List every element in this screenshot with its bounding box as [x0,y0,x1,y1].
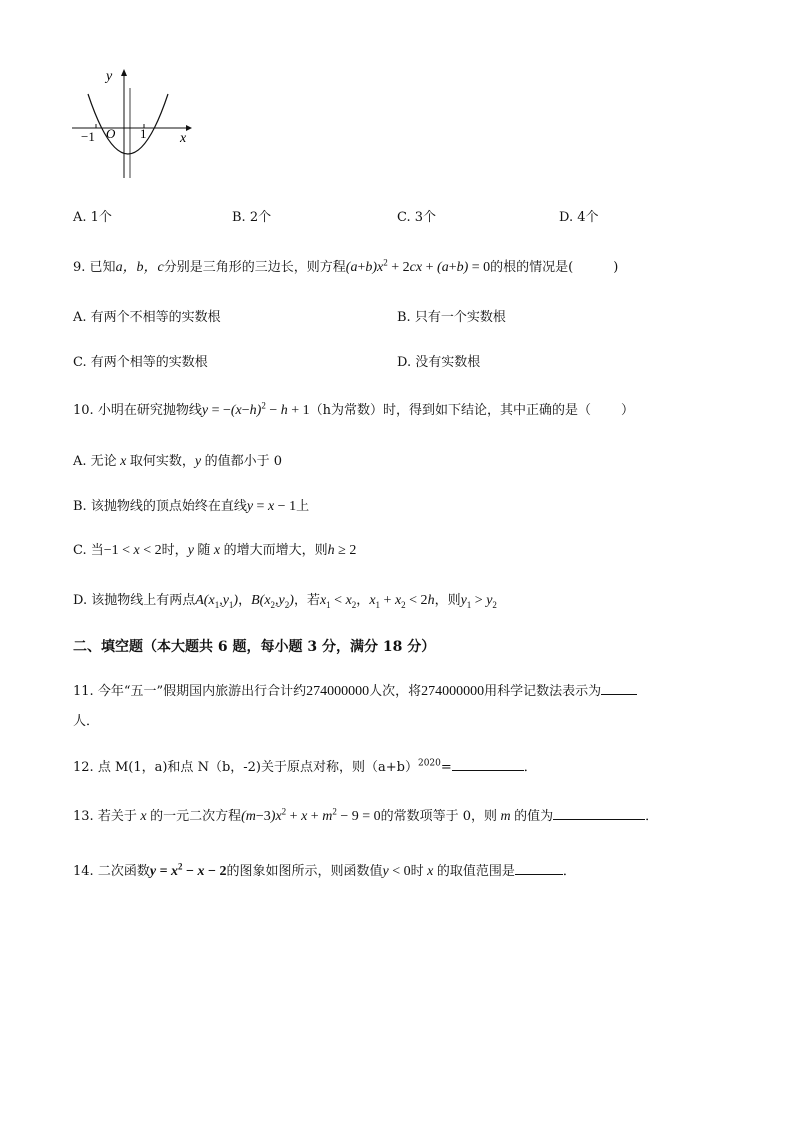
q14-blank[interactable] [515,862,563,875]
q9-option-c: C. 有两个相等的实数根 [73,355,208,370]
question-9 [73,256,618,276]
q10-a-mid: 取何实数， [129,454,195,469]
tick-label-neg-one: −1 [81,129,95,144]
q10-c-pre: C. 当 [73,543,104,558]
q10-c-mid3: 的增大而增大，则 [223,543,328,558]
question-10 [73,399,634,419]
q11-text3: 用科学记数法表示为 [484,684,602,699]
q12-number: 12. [73,760,94,775]
question-14: 14. 二次函数$y = x^2 - x - 2$的图象如图所示，则函数值y < 0时 x 的取值范围是 ． [73,861,576,879]
q12-eq: = [440,760,452,775]
q14-end: ． [562,864,576,879]
q8-option-c: C. 3个 [397,210,437,225]
q11-num-2: 274000000 [421,684,485,699]
x-axis-label: x [180,131,187,146]
q9-stem-mid: 分别是三角形的三边长，则方程 [163,260,346,275]
q14-pre: 二次函数 [97,864,150,879]
q11-text2: 人次，将 [369,684,422,699]
q10-c-mid1: 时， [161,543,188,558]
question-11 [73,680,637,700]
y-axis-arrow [121,69,127,76]
x-axis-arrow [186,125,192,131]
q10-option-d: D. 该抛物线上有两点$A(x_1,y_1)$，$B(x_2,y_2)$，若$x_1 < x_2$，$x_1 + x_2 < 2h$，则$y_1 > y_2$ [73,593,497,610]
q10-number: 10. [73,403,94,418]
q10-a-post: 的值都小于 0 [204,454,283,469]
question-12 [73,756,537,775]
origin-label: O [106,126,116,141]
q8-option-d: D. 4个 [559,210,599,225]
q14-mid2: 时 [410,864,424,879]
q8-option-a: A. 1个 [73,210,112,225]
q11-num-1: 274000000 [306,684,370,699]
q13-blank[interactable] [553,807,645,820]
q10-parabola: $y = -(x-h)^2 - h + 1$ [201,400,310,418]
q9-close: ) [613,260,619,275]
section-2-heading: 二、填空题（本大题共 6 题，每小题 3 分，满分 18 分） [73,639,436,655]
q12-blank[interactable] [452,758,524,771]
parabola-graph [68,64,198,184]
q10-close: ） [621,403,635,418]
q10-d-sep: ， [238,593,252,608]
q11-line2: 人． [73,714,100,729]
q9-stem-pre: 已知 [89,260,116,275]
q10-d-then: ，则 [434,593,461,608]
q10-a-pre: A. 无论 [73,454,117,469]
q10-option-a: A. 无论 x 取何实数，y 的值都小于 0 [73,454,283,469]
q13-mid: 的一元二次方程 [150,809,242,824]
q9-option-a: A. 有两个不相等的实数根 [73,310,221,325]
q10-paren-note: （h为常数）时，得到如下结论，其中正确的是（ [309,403,592,418]
q10-stem-pre: 小明在研究抛物线 [97,403,202,418]
q10-d-pre: D. 该抛物线上有两点 [73,593,196,608]
q10-option-c: C. 当−1 < x < 2时，y 随 x 的增大而增大，则h ≥ 2 [73,543,357,558]
q13-pre: 若关于 [97,809,137,824]
q14-number: 14. [73,864,94,879]
q9-number: 9. [73,260,86,275]
q12-text: 点 M(1，a)和点 N（b，-2)关于原点对称，则（a+b） [97,760,418,775]
q10-b-post: 上 [296,499,310,514]
q11-blank[interactable] [601,682,637,695]
tick-label-one: 1 [140,126,147,141]
q10-d-if: ，若 [293,593,320,608]
q9-stem-post: 的根的情况是( [490,260,574,275]
q11-text1: 今年“五一”假期国内旅游出行合计约 [97,684,307,699]
q9-option-d: D. 没有实数根 [397,355,481,370]
q9-vars: a，b，c [115,260,164,275]
q8-option-b: B. 2个 [232,210,272,225]
q9-equation: $(a+b)x^2 + 2cx + (a+b) = 0$ [345,257,491,275]
q12-exponent: 2020 [417,758,441,769]
q13-end: ． [645,809,659,824]
question-13: 13. 若关于 x 的一元二次方程$(m-3)x^2 + x + m^2 - 9 = 0$的常数项等于 0，则 m 的值为 ． [73,806,659,824]
q14-post: 的取值范围是 [436,864,515,879]
q10-b-pre: B. 该抛物线的顶点始终在直线 [73,499,247,514]
q9-option-b: B. 只有一个实数根 [397,310,506,325]
parabola-curve [88,94,168,154]
q13-number: 13. [73,809,94,824]
q11-number: 11. [73,684,94,699]
q13-post: 的常数项等于 0，则 [380,809,498,824]
q10-c-mid2: 随 [197,543,211,558]
q14-mid: 的图象如图所示，则函数值 [226,864,383,879]
q13-post2: 的值为 [514,809,554,824]
q10-option-b: B. 该抛物线的顶点始终在直线y = x − 1上 [73,499,310,514]
y-axis-label: y [106,69,113,84]
q12-end: ． [523,760,537,775]
